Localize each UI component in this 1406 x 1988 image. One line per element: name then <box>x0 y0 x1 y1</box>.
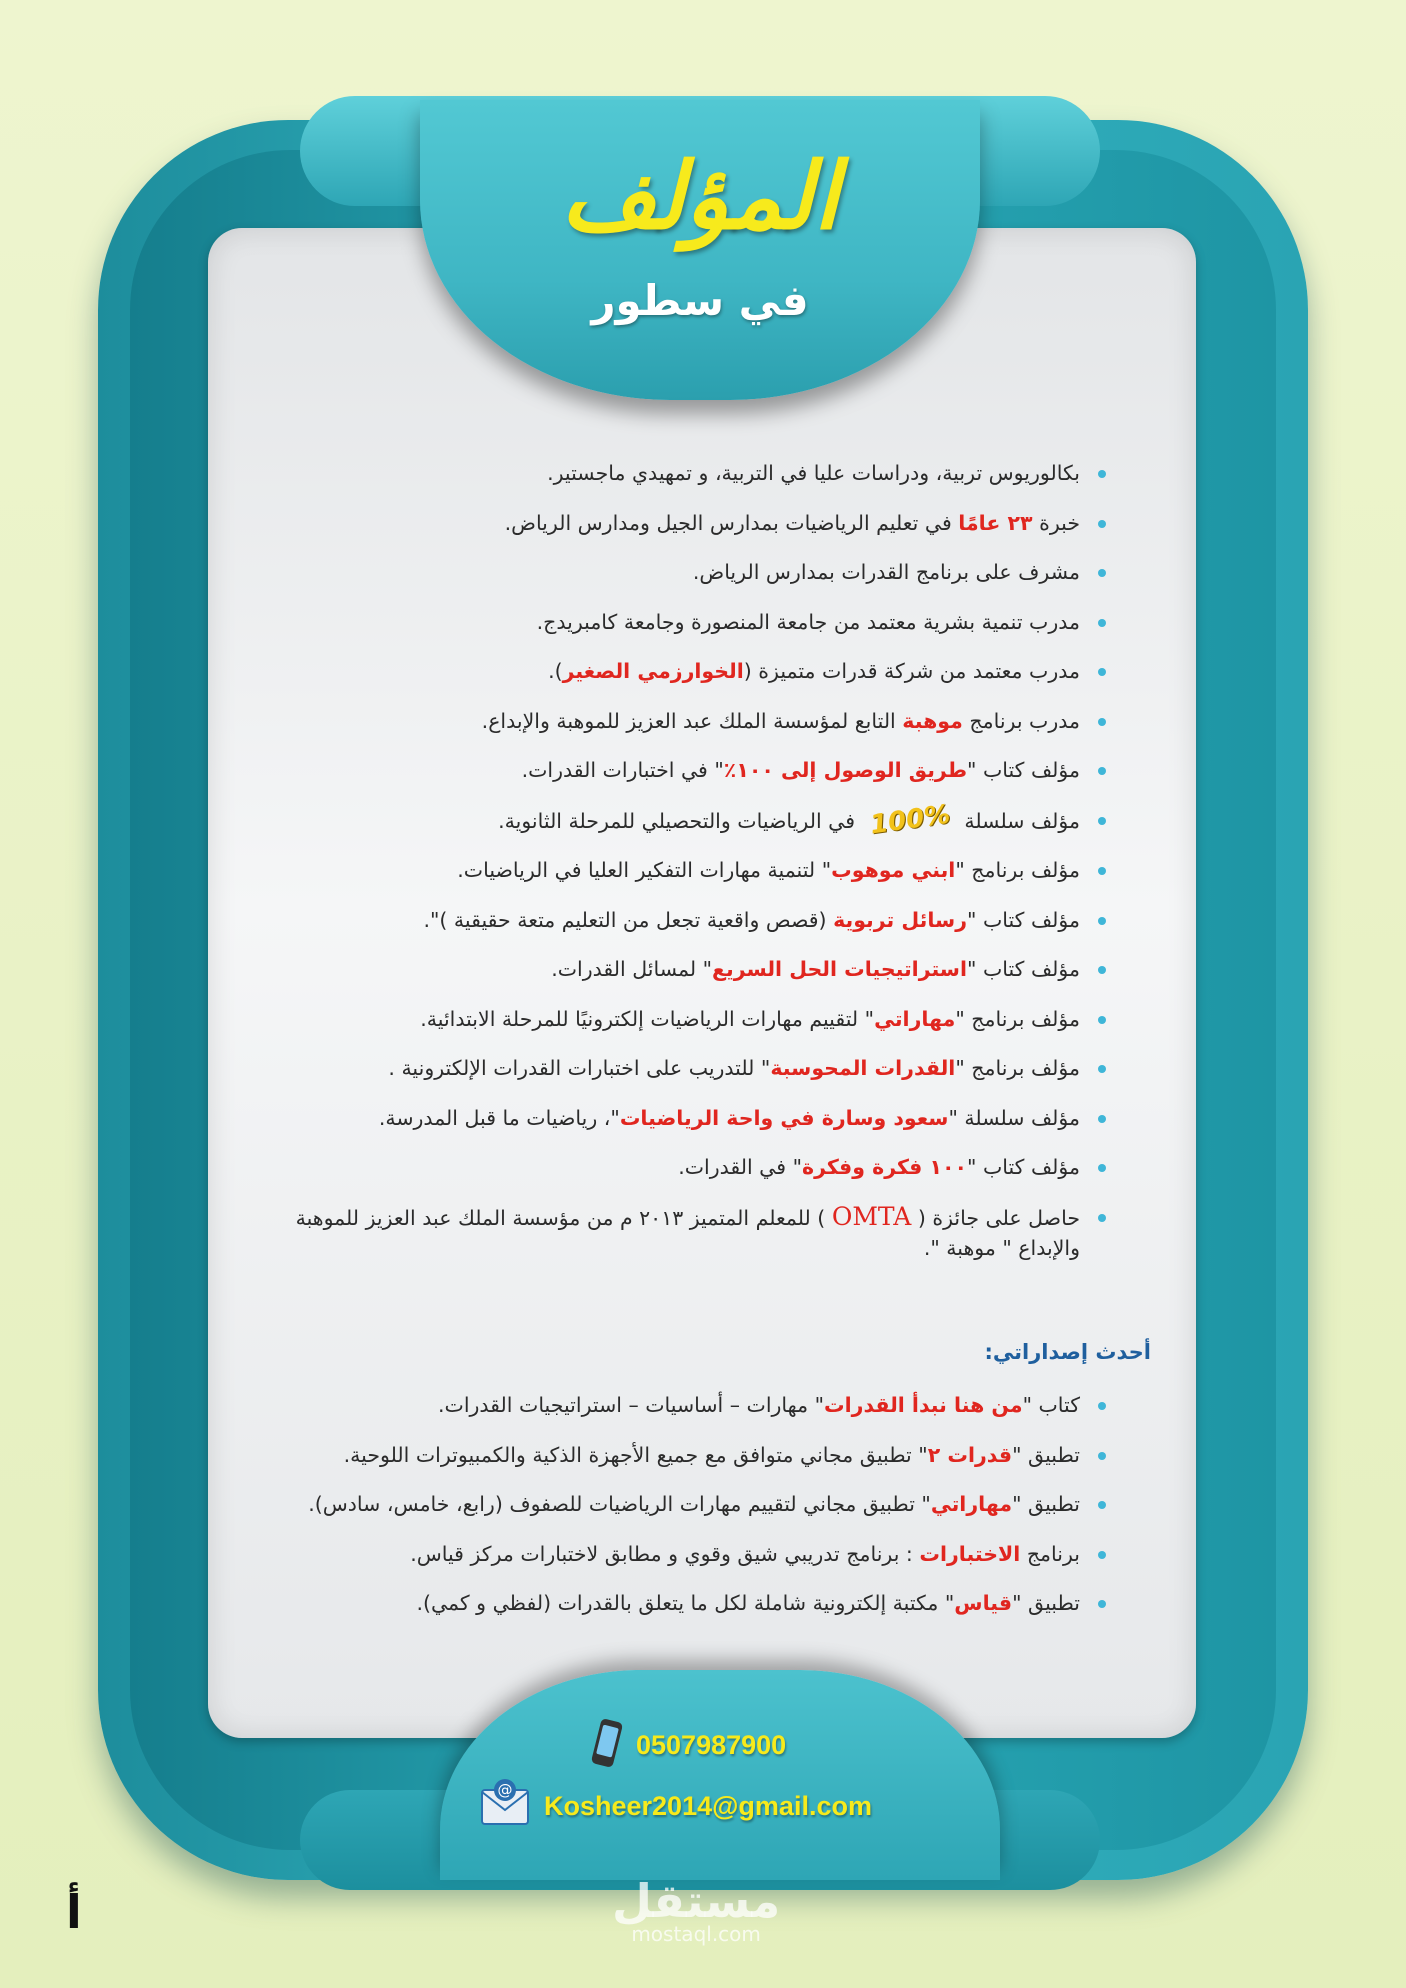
page-title: المؤلف <box>561 142 839 250</box>
item-text: " للتدريب على اختبارات القدرات الإلكترونية . <box>388 1056 771 1080</box>
bullet-icon <box>1098 470 1106 478</box>
item-text: مؤلف برنامج " <box>955 1006 1080 1031</box>
item-text: مؤلف سلسلة <box>957 808 1080 833</box>
item-text: برنامج <box>1020 1541 1080 1566</box>
item-text: " لتقييم مهارات الرياضيات إلكترونيًا للمرحلة الابتدائية. <box>420 1006 875 1031</box>
list-item <box>266 905 1106 935</box>
phone-number[interactable]: 0507987900 <box>636 1729 787 1760</box>
list-item <box>266 1539 1106 1569</box>
hundred-percent-badge: 100% <box>867 799 952 840</box>
list-item <box>266 706 1106 736</box>
biography-list <box>266 458 1106 1282</box>
highlighted-title: قدرات ٢ <box>927 1442 1013 1467</box>
highlighted-title: ابني موهوب <box>831 858 956 882</box>
email-row <box>478 1778 872 1834</box>
item-text: بكالوريوس تربية، ودراسات عليا في التربية، و تمهيدي ماجستير. <box>547 461 1080 485</box>
highlighted-title: قياس <box>954 1591 1013 1615</box>
page-marker: أ <box>66 1885 82 1939</box>
item-text: " لمسائل القدرات. <box>551 957 713 981</box>
highlighted-title: القدرات المحوسبة <box>770 1056 956 1080</box>
item-text: مدرب معتمد من شركة قدرات متميزة ( <box>743 659 1080 683</box>
item-text: : برنامج تدريبي شيق وقوي و مطابق لاختبارات مركز قياس. <box>410 1541 920 1566</box>
list-item <box>266 755 1106 785</box>
bullet-icon <box>1098 1016 1106 1024</box>
item-text: "، رياضيات ما قبل المدرسة. <box>378 1105 620 1130</box>
item-text: مدرب برنامج <box>962 708 1080 733</box>
watermark-latin: mostaql.com <box>631 1922 761 1946</box>
item-text: " مهارات – أساسيات – استراتيجيات القدرات. <box>438 1393 825 1417</box>
email-envelope-icon <box>478 1776 532 1836</box>
list-item <box>266 607 1106 637</box>
list-item <box>266 557 1106 587</box>
mobile-phone-icon <box>590 1718 624 1772</box>
highlighted-title: من هنا نبدأ القدرات <box>824 1393 1023 1417</box>
bullet-icon <box>1098 767 1106 775</box>
item-text: تطبيق " <box>1012 1442 1080 1467</box>
highlighted-title: ١٠٠ فكرة وفكرة <box>802 1155 967 1179</box>
bullet-icon <box>1098 1065 1106 1073</box>
highlighted-title: سعود وسارة في واحة الرياضيات <box>619 1105 949 1130</box>
bullet-icon <box>1098 668 1106 676</box>
item-text: تطبيق " <box>1012 1591 1080 1615</box>
item-text: مؤلف برنامج " <box>955 858 1080 882</box>
contact-tab <box>440 1670 1000 1880</box>
bullet-icon <box>1098 569 1106 577</box>
item-text: مؤلف كتاب " <box>967 1155 1080 1179</box>
item-text: " مكتبة إلكترونية شاملة لكل ما يتعلق بالقدرات (لفظي و كمي). <box>416 1591 955 1615</box>
bullet-icon <box>1098 867 1106 875</box>
list-item <box>266 1053 1106 1083</box>
item-text: (قصص واقعية تجعل من التعليم متعة حقيقية )". <box>423 907 834 932</box>
item-text: مشرف على برنامج القدرات بمدارس الرياض. <box>692 560 1080 584</box>
highlighted-title: مهاراتي <box>874 1006 956 1031</box>
item-text: " تطبيق مجاني لتقييم مهارات الرياضيات للصفوف (رابع، خامس، سادس). <box>308 1492 931 1516</box>
item-text: في الرياضيات والتحصيلي للمرحلة الثانوية. <box>498 808 862 833</box>
item-text: كتاب " <box>1022 1393 1080 1417</box>
item-text: في تعليم الرياضيات بمدارس الجيل ومدارس الرياض. <box>504 510 959 535</box>
item-text: تطبيق " <box>1012 1492 1080 1516</box>
list-item <box>266 954 1106 984</box>
highlighted-title: طريق الوصول إلى ١٠٠٪ <box>723 758 967 782</box>
award-name: OMTA <box>831 1201 912 1231</box>
releases-heading: أحدث إصداراتي: <box>984 1340 1151 1364</box>
list-item <box>266 458 1106 488</box>
bullet-icon <box>1098 1115 1106 1123</box>
item-text: مؤلف كتاب " <box>967 957 1080 981</box>
highlighted-title: ٢٣ عامًا <box>958 510 1033 535</box>
watermark <box>612 1874 781 1946</box>
item-text: التابع لمؤسسة الملك عبد العزيز للموهبة والإبداع. <box>481 708 903 733</box>
list-item <box>266 656 1106 686</box>
bullet-icon <box>1098 1402 1106 1410</box>
highlighted-title: موهبة <box>902 708 963 733</box>
item-text: ) للمعلم المتميز ٢٠١٣ م من مؤسسة الملك عبد العزيز للموهبة والإبداع " موهبة ". <box>295 1205 1080 1260</box>
item-text: " تطبيق مجاني متوافق مع جميع الأجهزة الذكية والكمبيوترات اللوحية. <box>343 1442 928 1467</box>
highlighted-title: مهاراتي <box>930 1492 1013 1516</box>
list-item <box>266 1152 1106 1182</box>
bullet-icon <box>1098 917 1106 925</box>
bullet-icon <box>1098 619 1106 627</box>
list-item <box>266 1390 1106 1420</box>
item-text: مؤلف برنامج " <box>955 1056 1080 1080</box>
list-item <box>266 1103 1106 1133</box>
bullet-icon <box>1098 1214 1106 1222</box>
bullet-icon <box>1098 817 1106 825</box>
list-item <box>266 1588 1106 1618</box>
item-text: خبرة <box>1032 510 1080 535</box>
page-subtitle: في سطور <box>591 276 809 325</box>
item-text: مؤلف كتاب " <box>967 758 1080 782</box>
item-text: " لتنمية مهارات التفكير العليا في الرياضيات. <box>457 858 832 882</box>
list-item <box>266 508 1106 538</box>
list-item <box>266 1202 1106 1263</box>
phone-row <box>590 1720 786 1770</box>
watermark-arabic: مستقل <box>612 1874 781 1928</box>
item-text: " في اختبارات القدرات. <box>521 758 724 782</box>
list-item <box>266 1440 1106 1470</box>
svg-text:@: @ <box>497 1781 513 1799</box>
bullet-icon <box>1098 1501 1106 1509</box>
item-text: مؤلف كتاب " <box>967 907 1080 932</box>
bullet-icon <box>1098 520 1106 528</box>
highlighted-title: استراتيجيات الحل السريع <box>712 957 967 981</box>
item-text: " في القدرات. <box>678 1155 803 1179</box>
highlighted-title: رسائل تربوية <box>833 907 967 932</box>
item-text: مؤلف سلسلة " <box>948 1105 1080 1130</box>
bullet-icon <box>1098 718 1106 726</box>
bullet-icon <box>1098 1164 1106 1172</box>
list-item <box>266 1489 1106 1519</box>
list-item <box>266 799 1106 840</box>
bullet-icon <box>1098 1551 1106 1559</box>
highlighted-title: الخوارزمي الصغير <box>562 659 744 683</box>
bullet-icon <box>1098 966 1106 974</box>
item-text: مدرب تنمية بشرية معتمد من جامعة المنصورة وجامعة كامبريدج. <box>536 609 1080 634</box>
bullet-icon <box>1098 1452 1106 1460</box>
releases-list <box>266 1390 1106 1638</box>
item-text: ). <box>548 659 563 683</box>
list-item <box>266 1004 1106 1034</box>
highlighted-title: الاختبارات <box>919 1541 1021 1566</box>
list-item <box>266 855 1106 885</box>
email-address[interactable]: Kosheer2014@gmail.com <box>544 1790 872 1821</box>
bullet-icon <box>1098 1600 1106 1608</box>
item-text: حاصل على جائزة ( <box>911 1205 1080 1230</box>
